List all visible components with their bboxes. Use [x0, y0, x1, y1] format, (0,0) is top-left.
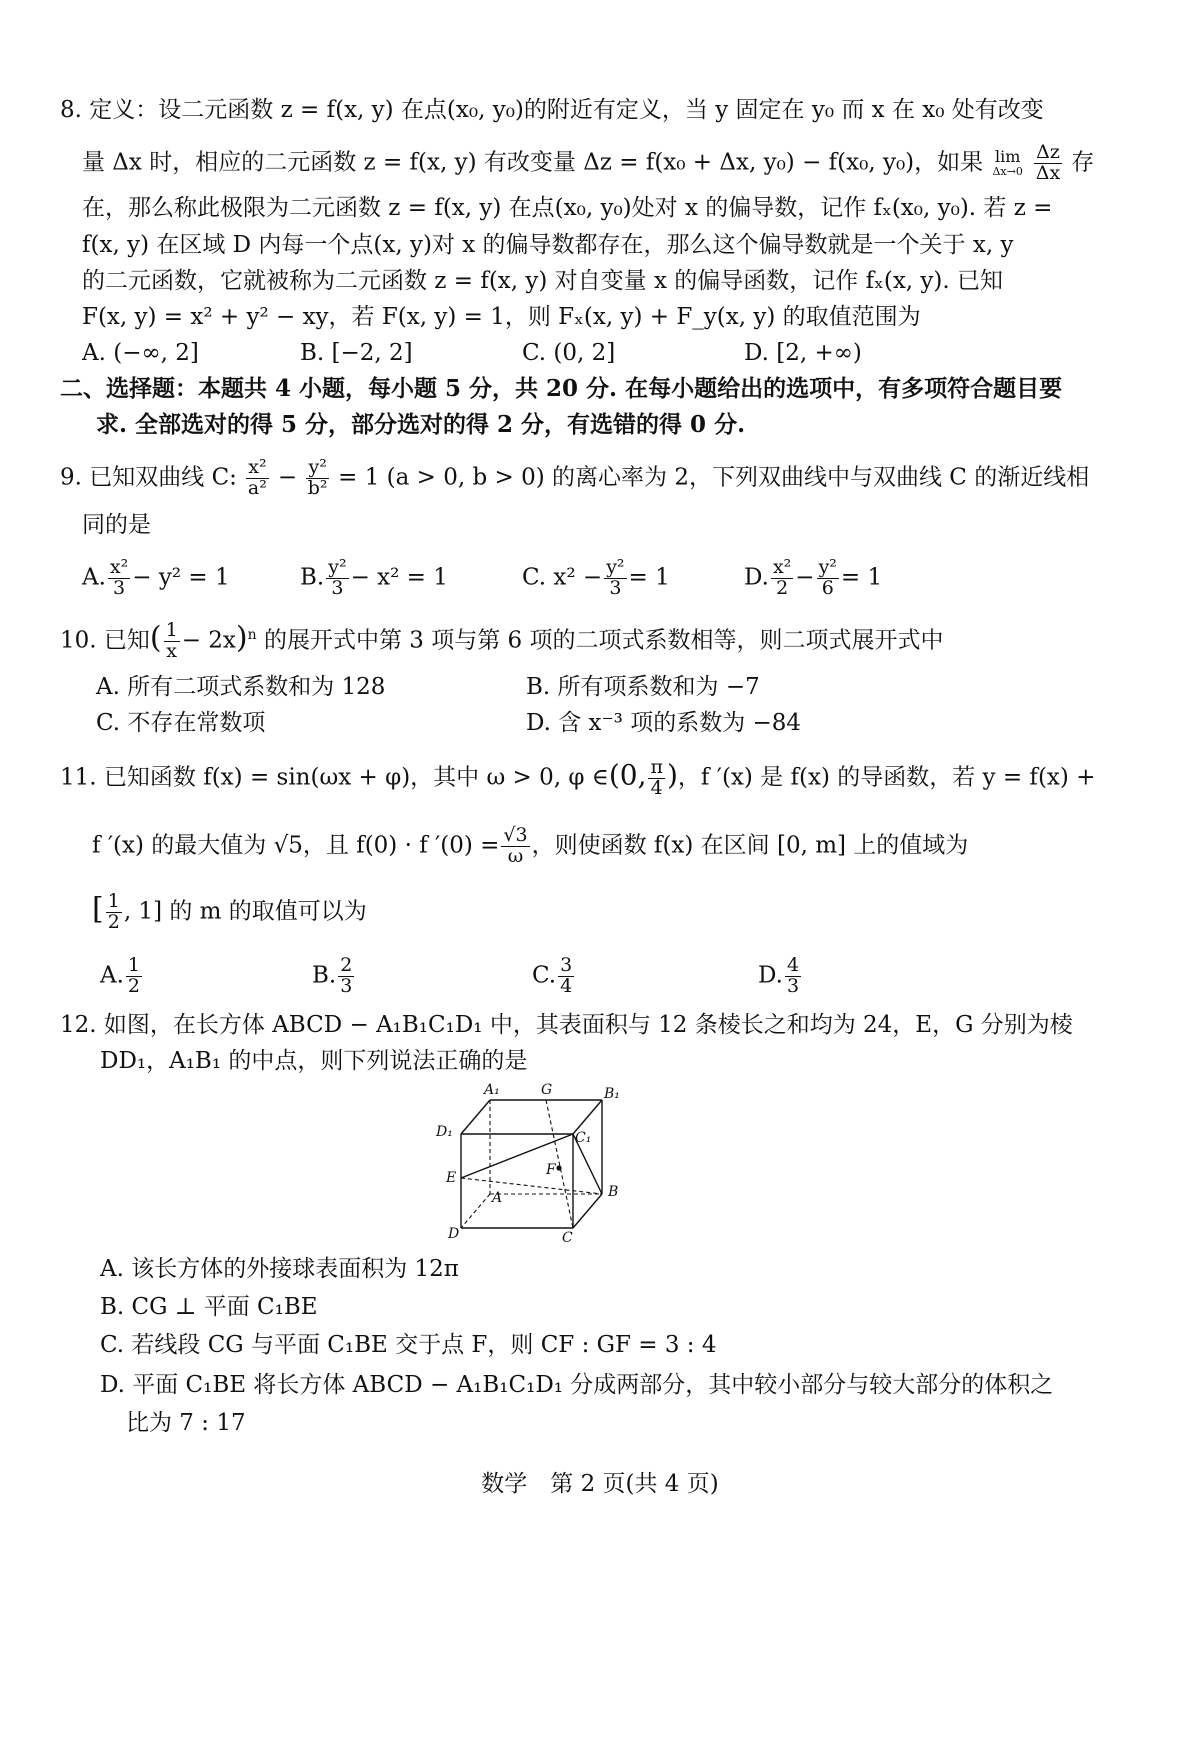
q8-option-c: C. (0, 2]	[522, 340, 616, 366]
q8-line5: 的二元函数，它就被称为二元函数 z = f(x, y) 对自变量 x 的偏导函数，记作 fₓ(x, y). 已知	[82, 268, 1003, 294]
label-f: F	[546, 1162, 556, 1178]
q8-line1: 8. 定义：设二元函数 z = f(x, y) 在点(x₀, y₀)的附近有定义，当 y 固定在 y₀ 而 x 在 x₀ 处有改变	[60, 97, 1044, 123]
q11-option-a: A. $\frac{1}{2}$	[100, 954, 141, 997]
label-b1: B₁	[604, 1086, 620, 1102]
q9-option-d: D. $\frac{\text{x²}}{2}$ − $\frac{\text{y²}}{6}$ = 1	[744, 556, 883, 599]
q8-line6: F(x, y) = x² + y² − xy，若 F(x, y) = 1，则 Fₓ(x, y) + F_y(x, y) 的取值范围为	[82, 304, 921, 330]
q8-option-d: D. [2, +∞)	[744, 340, 862, 366]
q11-line2: f ′(x) 的最大值为 √5，且 f(0) · f ′(0) = $\frac{√3}{\omega}$ ，则使函数 f(x) 在区间 [0, m] 上的值域为	[92, 824, 969, 867]
q10-option-d: D. 含 x⁻³ 项的系数为 −84	[526, 710, 802, 736]
label-c1: C₁	[575, 1130, 592, 1146]
q8-option-b: B. [−2, 2]	[300, 340, 413, 366]
q12-line1: 12. 如图，在长方体 ABCD − A₁B₁C₁D₁ 中，其表面积与 12 条棱长之和均为 24，E，G 分别为棱	[60, 1012, 1073, 1038]
q9-line2: 同的是	[82, 512, 151, 538]
q8-line4: f(x, y) 在区域 D 内每一个点(x, y)对 x 的偏导数都存在，那么这个偏导数就是一个关于 x, y	[82, 232, 1014, 258]
label-a: A	[492, 1190, 503, 1206]
label-e: E	[446, 1170, 457, 1186]
q8-option-a: A. (−∞, 2]	[82, 340, 199, 366]
delta-fraction: $\frac{\Delta z}{\Delta x}$	[1035, 141, 1061, 184]
q12-option-b: B. CG ⊥ 平面 C₁BE	[100, 1294, 318, 1320]
label-d1: D₁	[436, 1124, 453, 1140]
q9-option-c: C. x² − $\frac{\text{y²}}{3}$ = 1	[522, 556, 670, 599]
label-d: D	[448, 1226, 460, 1242]
q10-option-a: A. 所有二项式系数和为 128	[96, 674, 386, 700]
q10-option-b: B. 所有项系数和为 −7	[526, 674, 760, 700]
q8-line2: 量 Δx 时，相应的二元函数 z = f(x, y) 有改变量 Δz = f(x₀ + Δx, y₀) − f(x₀, y₀)，如果 lim Δx→0 $\frac{\Delta z}{\Delta x}$ 存	[82, 141, 1095, 184]
limit-expression: lim Δx→0	[992, 147, 1023, 179]
q10-option-c: C. 不存在常数项	[96, 710, 266, 736]
q9-line1: 9. 已知双曲线 C: $\frac{\text{x²}}{\text{a²}}$ − $\frac{\text{y²}}{\text{b²}}$ = 1 (a > 0, b > 0) 的离心率为 2，下列双曲线中与双曲线 C 的渐近线相	[60, 456, 1090, 499]
q12-option-d-line2: 比为 7 : 17	[126, 1410, 246, 1436]
q9-option-a: A. $\frac{\text{x²}}{3}$ − y² = 1	[82, 556, 230, 599]
page-footer: 数学 第 2 页(共 4 页)	[481, 1471, 719, 1497]
q12-option-c: C. 若线段 CG 与平面 C₁BE 交于点 F，则 CF : GF = 3 : 4	[100, 1332, 717, 1358]
section2-heading-line2: 求. 全部选对的得 5 分，部分选对的得 2 分，有选错的得 0 分.	[96, 411, 746, 438]
cuboid-figure	[430, 1078, 640, 1248]
q8-line3: 在，那么称此极限为二元函数 z = f(x, y) 在点(x₀, y₀)处对 x 的偏导数，记作 fₓ(x₀, y₀). 若 z =	[82, 195, 1053, 221]
q11-line3: [ $\frac{1}{2}$ , 1] 的 m 的取值可以为	[92, 890, 367, 933]
label-b: B	[608, 1184, 619, 1200]
label-a1: A₁	[484, 1082, 500, 1098]
q12-option-a: A. 该长方体的外接球表面积为 12π	[100, 1256, 459, 1282]
q11-line1: 11. 已知函数 f(x) = sin(ωx + φ)，其中 ω > 0, φ ∈(0, $\frac{\pi}{4}$ )，f ′(x) 是 f(x) 的导函数，若 y = f(x) +	[60, 756, 1096, 799]
q12-option-d-line1: D. 平面 C₁BE 将长方体 ABCD − A₁B₁C₁D₁ 分成两部分，其中较小部分与较大部分的体积之	[100, 1372, 1054, 1398]
q10-line1: 10. 已知( $\frac{1}{x}$ − 2x)$^n$ 的展开式中第 3 项与第 6 项的二项式系数相等，则二项式展开式中	[60, 619, 944, 663]
q11-option-b: B. $\frac{2}{3}$	[312, 954, 353, 997]
q12-line2: DD₁，A₁B₁ 的中点，则下列说法正确的是	[100, 1048, 528, 1074]
q11-option-d: D. $\frac{4}{3}$	[758, 954, 800, 997]
label-c: C	[562, 1230, 573, 1246]
q9-option-b: B. $\frac{\text{y²}}{3}$ − x² = 1	[300, 556, 448, 599]
label-g: G	[541, 1082, 553, 1098]
q11-option-c: C. $\frac{3}{4}$	[532, 954, 573, 997]
section2-heading-line1: 二、选择题：本题共 4 小题，每小题 5 分，共 20 分. 在每小题给出的选项中，有多项符合题目要	[60, 375, 1063, 402]
